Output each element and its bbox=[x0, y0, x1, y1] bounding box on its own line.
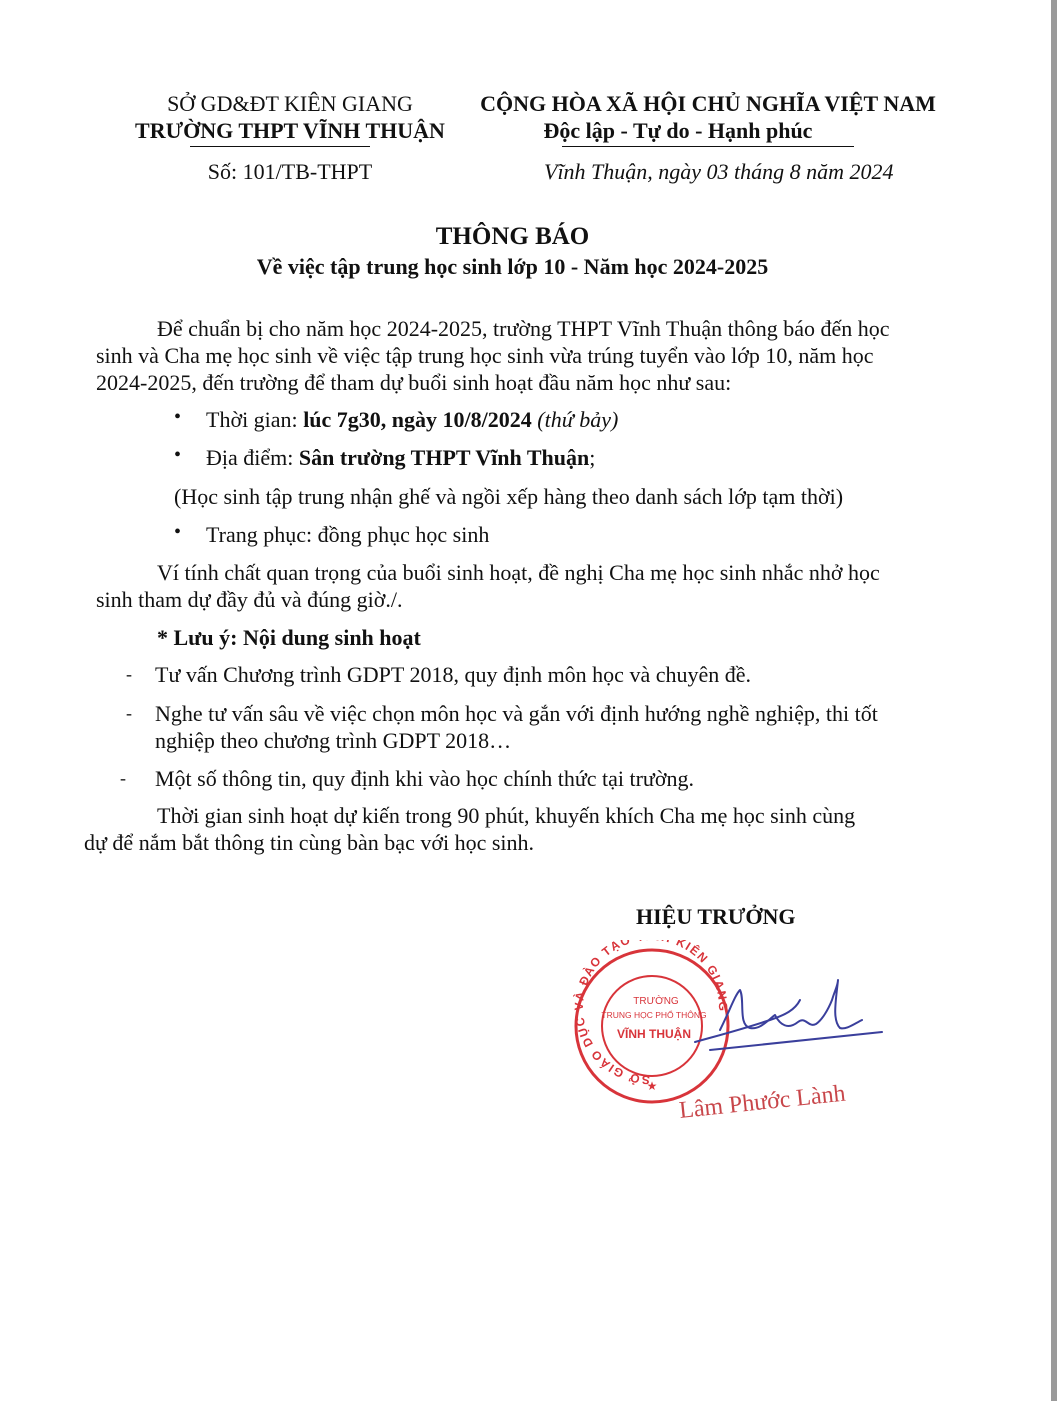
motto: Độc lập - Tự do - Hạnh phúc bbox=[543, 118, 813, 143]
note-item-2: Nghe tư vấn sâu về việc chọn môn học và gắn với định hướng nghề nghiệp, thi tốt bbox=[155, 701, 878, 726]
document-subtitle: Về việc tập trung học sinh lớp 10 - Năm học 2024-2025 bbox=[256, 254, 769, 279]
place-date: Vĩnh Thuận, ngày 03 tháng 8 năm 2024 bbox=[544, 159, 894, 184]
dash-marker: - bbox=[126, 703, 132, 723]
note-item-2-cont: nghiệp theo chương trình GDPT 2018… bbox=[155, 728, 512, 753]
bullet-dot: • bbox=[174, 444, 182, 466]
stamp-ring-text: SỞ GIÁO DỤC VÀ ĐÀO TẠO KIÊN GIANG bbox=[571, 940, 731, 1088]
uniform-item: Trang phục: đồng phục học sinh bbox=[206, 522, 490, 547]
stamp-center-text-3: VĨNH THUẬN bbox=[617, 1027, 691, 1041]
document-number: Số: 101/TB-THPT bbox=[207, 159, 373, 184]
closing-line-1: Thời gian sinh hoạt dự kiến trong 90 phút, khuyến khích Cha mẹ học sinh cùng bbox=[157, 803, 856, 828]
signature-area bbox=[570, 940, 890, 1140]
intro-line-1: Để chuẩn bị cho năm học 2024-2025, trường THPT Vĩnh Thuận thông báo đến học bbox=[157, 316, 890, 341]
bullet-dot: • bbox=[174, 521, 182, 543]
bullet-dot: • bbox=[174, 406, 182, 428]
country-name: CỘNG HÒA XÃ HỘI CHỦ NGHĨA VIỆT NAM bbox=[480, 91, 936, 116]
closing-line-2: dự để nắm bắt thông tin cùng bàn bạc với học sinh. bbox=[84, 830, 535, 855]
department-name: SỞ GD&ĐT KIÊN GIANG bbox=[167, 91, 413, 116]
intro-line-3: 2024-2025, đến trường để tham dự buổi sinh hoạt đầu năm học như sau: bbox=[96, 370, 732, 395]
place-end: ; bbox=[589, 445, 596, 470]
stamp-center-text-1: TRƯỜNG bbox=[633, 996, 679, 1007]
time-value: lúc 7g30, ngày 10/8/2024 bbox=[303, 407, 532, 432]
school-name-underline bbox=[190, 146, 370, 147]
time-label: Thời gian: bbox=[206, 407, 304, 432]
note-heading: * Lưu ý: Nội dung sinh hoạt bbox=[157, 625, 421, 650]
signer-title: HIỆU TRƯỞNG bbox=[636, 904, 796, 929]
place-value: Sân trường THPT Vĩnh Thuận bbox=[298, 445, 590, 470]
document-title: THÔNG BÁO bbox=[435, 223, 590, 250]
importance-line-1: Ví tính chất quan trọng của buổi sinh hoạt, đề nghị Cha mẹ học sinh nhắc nhở học bbox=[157, 560, 880, 585]
place-note: (Học sinh tập trung nhận ghế và ngồi xếp hàng theo danh sách lớp tạm thời) bbox=[174, 484, 844, 509]
note-item-3: Một số thông tin, quy định khi vào học chính thức tại trường. bbox=[155, 766, 694, 791]
place-label: Địa điểm: bbox=[206, 445, 299, 470]
page-edge-shadow bbox=[1051, 0, 1057, 1401]
official-stamp bbox=[570, 940, 890, 1140]
place-item bbox=[206, 444, 595, 472]
stamp-center-text-2: TRUNG HỌC PHỔ THÔNG bbox=[601, 1010, 707, 1020]
intro-line-2: sinh và Cha mẹ học sinh về việc tập trung học sinh vừa trúng tuyển vào lớp 10, năm học bbox=[96, 343, 874, 368]
school-name: TRƯỜNG THPT VĨNH THUẬN bbox=[135, 118, 445, 143]
note-item-1: Tư vấn Chương trình GDPT 2018, quy định môn học và chuyên đề. bbox=[155, 662, 752, 687]
stamp-star-icon: ★ bbox=[646, 1079, 658, 1093]
handwritten-signature bbox=[695, 980, 882, 1050]
dash-marker: - bbox=[126, 664, 132, 684]
signer-name: Lâm Phước Lành bbox=[677, 1080, 847, 1124]
time-item bbox=[206, 406, 618, 434]
dash-marker: - bbox=[120, 768, 126, 788]
time-note: (thứ bảy) bbox=[531, 407, 619, 432]
importance-line-2: sinh tham dự đầy đủ và đúng giờ./. bbox=[96, 587, 403, 612]
motto-underline bbox=[562, 146, 854, 147]
